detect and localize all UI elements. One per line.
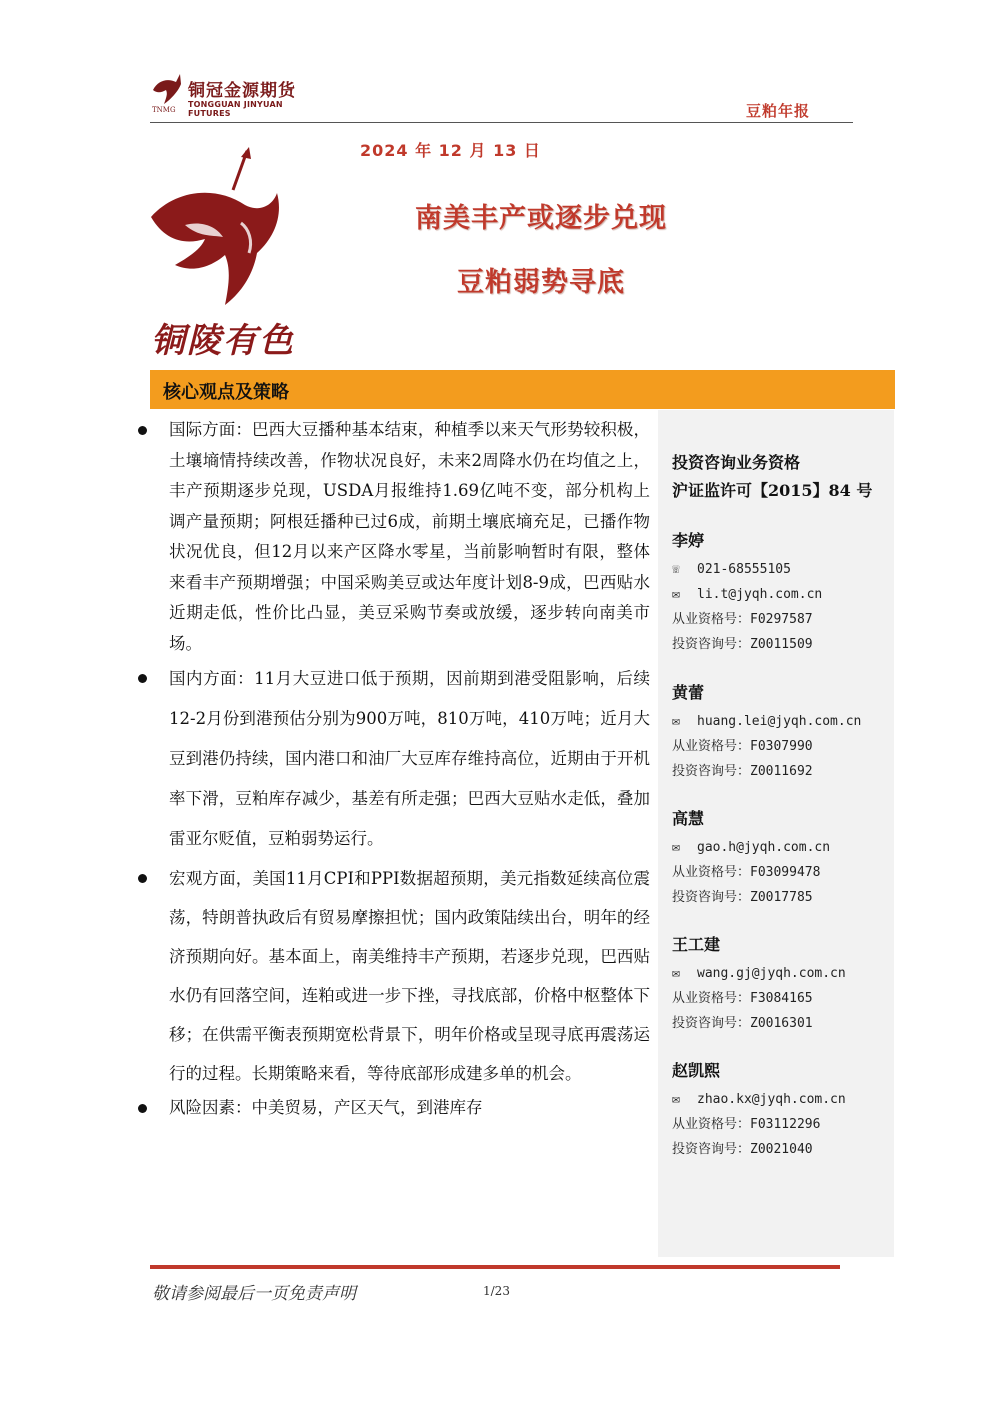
company-logo	[150, 70, 320, 116]
emblem-calligraphy: 铜陵有色	[151, 321, 295, 361]
bullet-text: 风险因素：中美贸易，产区天气，到港库存	[169, 1098, 483, 1117]
report-type: 豆粕年报	[745, 102, 810, 120]
bullet-dot-icon	[138, 1104, 147, 1113]
phone-icon: ☏	[672, 562, 680, 577]
bullet-dot-icon	[138, 674, 147, 683]
section-title: 核心观点及策略	[163, 382, 289, 403]
footer-divider	[150, 1265, 840, 1269]
analyst-card	[672, 528, 892, 657]
company-emblem	[145, 145, 305, 360]
analyst-card	[672, 1058, 892, 1162]
analyst-name: 黄蕾	[672, 683, 705, 702]
analyst-sidebar	[658, 410, 894, 1257]
envelope-icon: ✉	[672, 966, 680, 981]
analyst-email[interactable]: ✉ huang.lei@jyqh.com.cn	[672, 709, 892, 734]
bullet-text: 宏观方面，美国11月CPI和PPI数据超预期，美元指数延续高位震荡，特朗普执政后有贸易摩擦担忧；国内政策陆续出台，明年的经济预期向好。基本面上，南美维持丰产预期，若逐步兑现，巴西贴水仍有回落空间，连粕或进一步下挫，寻找底部，价格中枢整体下移；在供需平衡表预期宽松背景下，明年价格或呈现寻底再震荡运行的过程。长期策略来看，等待底部形成建多单的机会。	[169, 869, 650, 1083]
analyst-practice-no: 从业资格号：F0307990	[672, 739, 813, 754]
analyst-card	[672, 932, 892, 1036]
analyst-name: 赵凯熙	[672, 1061, 721, 1080]
bullet-international	[138, 415, 650, 659]
bullet-dot-icon	[138, 426, 147, 435]
section-header-band	[150, 370, 895, 409]
report-title-line1: 南美丰产或逐步兑现	[415, 203, 667, 234]
analyst-practice-no: 从业资格号：F0297587	[672, 612, 813, 627]
analyst-practice-no: 从业资格号：F03112296	[672, 1117, 821, 1132]
envelope-icon: ✉	[672, 587, 680, 602]
logo-emblem-icon	[150, 70, 186, 110]
company-name-cn: 铜冠金源期货	[188, 81, 296, 101]
envelope-icon: ✉	[672, 714, 680, 729]
main-content	[138, 415, 650, 1124]
analyst-email[interactable]: ✉ wang.gj@jyqh.com.cn	[672, 961, 892, 986]
report-title-line2: 豆粕弱势寻底	[457, 267, 625, 298]
bullet-risk	[138, 1093, 650, 1124]
bullet-text: 国内方面：11月大豆进口低于预期，因前期到港受阻影响，后续12-2月份到港预估分别为900万吨，810万吨，410万吨；近月大豆到港仍持续，国内港口和油厂大豆库存维持高位，近期由于开机率下滑，豆粕库存减少，基差有所走强；巴西大豆贴水走低，叠加雷亚尔贬值，豆粕弱势运行。	[169, 669, 650, 848]
analyst-consult-no: 投资咨询号：Z0016301	[672, 1016, 813, 1031]
analyst-practice-no: 从业资格号：F3084165	[672, 991, 813, 1006]
analyst-consult-no: 投资咨询号：Z0011692	[672, 764, 813, 779]
analyst-practice-no: 从业资格号：F03099478	[672, 865, 821, 880]
header-divider	[150, 122, 853, 123]
report-date: 2024 年 12 月 13 日	[360, 141, 541, 160]
analyst-name: 王工建	[672, 935, 721, 954]
disclaimer-note: 敬请参阅最后一页免责声明	[152, 1284, 356, 1304]
page-number: 1/23	[483, 1284, 510, 1298]
envelope-icon: ✉	[672, 1092, 680, 1107]
analyst-email[interactable]: ✉ gao.h@jyqh.com.cn	[672, 835, 892, 860]
company-abbr: TNMG	[152, 106, 176, 114]
analyst-phone: ☏ 021-68555105	[672, 557, 892, 582]
qualification-title: 投资咨询业务资格	[672, 453, 801, 472]
analyst-consult-no: 投资咨询号：Z0017785	[672, 890, 813, 905]
analyst-name: 高慧	[672, 809, 705, 828]
company-name-en: TONGGUAN JINYUAN FUTURES	[188, 100, 283, 118]
analyst-email[interactable]: ✉ zhao.kx@jyqh.com.cn	[672, 1087, 892, 1112]
bullet-macro	[138, 859, 650, 1093]
envelope-icon: ✉	[672, 840, 680, 855]
analyst-card	[672, 806, 892, 910]
analyst-name: 李婷	[672, 531, 705, 550]
analyst-card	[672, 680, 892, 784]
analyst-consult-no: 投资咨询号：Z0011509	[672, 637, 813, 652]
analyst-consult-no: 投资咨询号：Z0021040	[672, 1142, 813, 1157]
analyst-email[interactable]: ✉ li.t@jyqh.com.cn	[672, 582, 892, 607]
bullet-text: 国际方面：巴西大豆播种基本结束，种植季以来天气形势较积极，土壤墒情持续改善，作物状况良好，未来2周降水仍在均值之上，丰产预期逐步兑现，USDA月报维持1.69亿吨不变，部分机构上调产量预期；阿根廷播种已过6成，前期土壤底墒充足，已播作物状况优良，但12月以来产区降水零星，当前影响暂时有限，整体来看丰产预期增强；中国采购美豆或达年度计划8-9成，巴西贴水近期走低，性价比凸显，美豆采购节奏或放缓，逐步转向南美市场。	[169, 420, 650, 653]
bullet-domestic	[138, 659, 650, 859]
qualification-license: 沪证监许可【2015】84 号	[672, 481, 873, 500]
bullet-dot-icon	[138, 874, 147, 883]
